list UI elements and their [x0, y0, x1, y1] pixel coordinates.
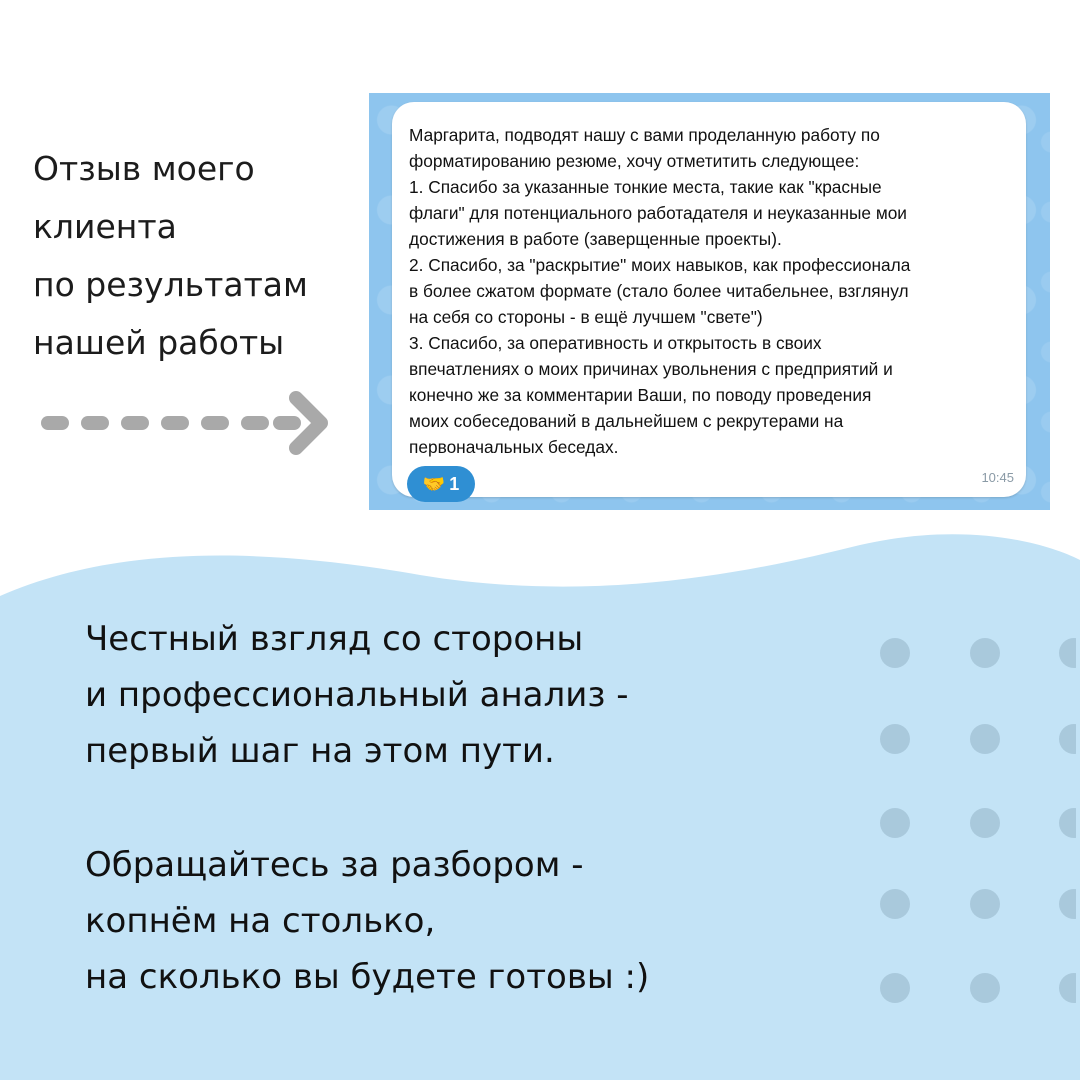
dashed-arrow-icon — [40, 388, 340, 458]
message-text: Маргарита, подводят нашу с вами проделанную работу по форматированию резюме, хочу отметитить следующее: 1. Спасибо за указанные тонкие места, такие как "красные флаги" для потенциального работадателя и неуказанные мои достижения в работе (заверщенные проекты). 2. Спасибо, за "раскрытие" моих навыков, как профессионала в более сжатом формате (стало более читабельнее, взглянул на себя со стороны - в ещё лучшем "свете") 3. Спасибо, за оперативность и открытость в своих впечатлениях о моих причинах увольнения с предприятий и конечно же за комментарии Ваши, по поводу проведения моих собеседований в дальнейшем с рекрутерами на первоначальных беседах. — [409, 125, 911, 457]
handshake-icon: 🤝 — [422, 474, 446, 494]
message-time: 10:45 — [981, 470, 1014, 485]
body-paragraph-1: Честный взгляд со стороны и профессиональный анализ - первый шаг на этом пути. — [85, 619, 629, 771]
chat-screenshot — [369, 93, 1050, 510]
body-paragraph-2: Обращайтесь за разбором - копнём на столько, на сколько вы будете готовы :) — [85, 845, 650, 997]
reaction-count: 1 — [449, 473, 460, 494]
reaction-badge[interactable] — [407, 466, 475, 502]
decorative-dots — [876, 636, 1076, 1036]
intro-heading: Отзыв моего клиента по результатам нашей работы — [33, 149, 308, 362]
message-bubble — [392, 102, 1026, 497]
